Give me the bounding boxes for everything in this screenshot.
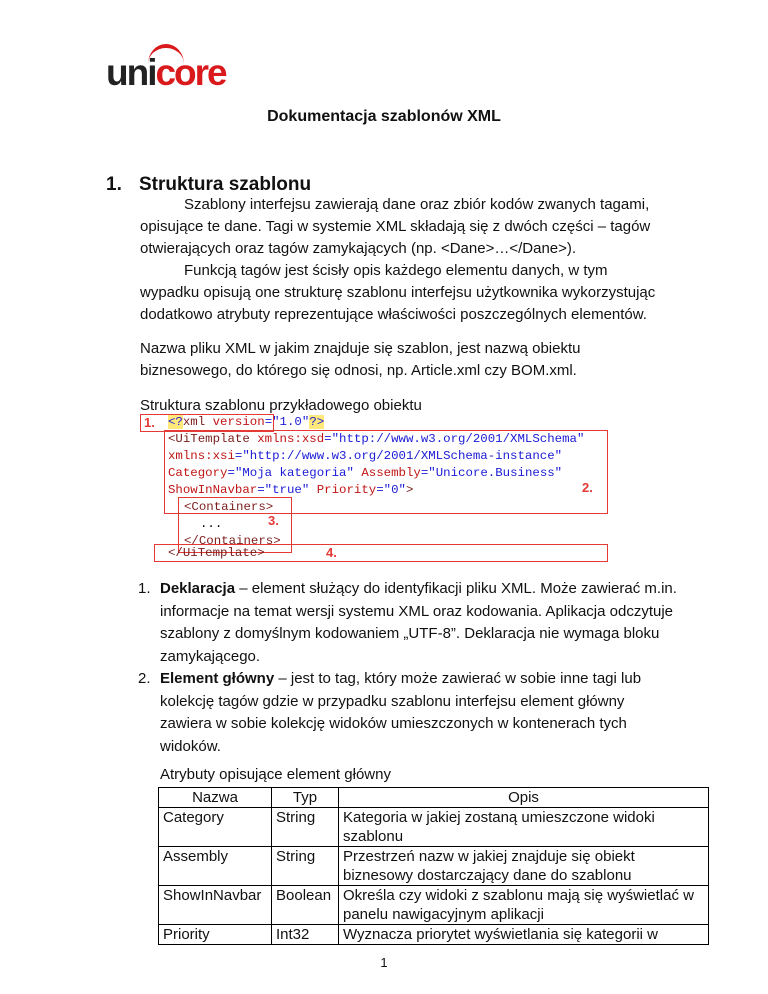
marker-3: 3. xyxy=(268,513,279,528)
code-line-2: <UiTemplate xmlns:xsd="http://www.w3.org/2001/XMLSchema" xyxy=(168,432,585,446)
attributes-table xyxy=(158,787,709,945)
code-line-3: xmlns:xsi="http://www.w3.org/2001/XMLSchema-instance" xyxy=(168,449,563,463)
section-title: Struktura szablonu xyxy=(139,174,312,195)
table-caption: Atrybuty opisujące element główny xyxy=(160,766,391,783)
numbered-list xyxy=(138,578,678,758)
example-caption: Struktura szablonu przykładowego obiektu xyxy=(140,397,422,414)
logo-wordmark: unicore xyxy=(106,52,226,93)
unicore-logo xyxy=(106,52,240,92)
table-row: Priority Int32 Wyznacza priorytet wyświetlania się kategorii w xyxy=(159,925,709,945)
header-cell: Nazwa xyxy=(159,788,272,808)
list-item: 2. Element główny – jest to tag, który może zawierać w sobie inne tagi lub kolekcję tagów gdzie w przypadku szablonu interfejsu element główny zawiera w sobie kolekcję widoków umieszczonych w kontenerach tych widoków. xyxy=(138,670,642,755)
marker-4: 4. xyxy=(326,545,337,560)
code-line-8: </Containers> xyxy=(184,534,281,548)
section-heading xyxy=(106,174,311,196)
code-line-7: ... xyxy=(200,517,223,531)
document-title: Dokumentacja szablonów XML xyxy=(267,108,501,125)
header-cell: Typ xyxy=(272,788,339,808)
table-row: ShowInNavbar Boolean Określa czy widoki z szablonu mają się wyświetlać w panelu nawigacyjnym aplikacji xyxy=(159,886,709,925)
marker-2: 2. xyxy=(582,480,593,495)
table-row: Assembly String Przestrzeń nazw w jakiej znajduje się obiekt biznesowy dostarczający dane do szablonu xyxy=(159,847,709,886)
list-item: 1. Deklaracja – element służący do identyfikacji pliku XML. Może zawierać m.in. informacje na temat wersji systemu XML oraz kodowania. Aplikacja odczytuje szablony z domyślnym kodowaniem „UTF-8”. Deklaracja nie wymaga bloku zamykającego. xyxy=(138,580,677,665)
table-row: Category String Kategoria w jakiej zostaną umieszczone widoki szablonu xyxy=(159,808,709,847)
code-line-1: <?xml version="1.0"?> xyxy=(168,415,325,429)
section-number: 1. xyxy=(106,174,122,195)
code-line-6: <Containers> xyxy=(184,500,274,514)
paragraph-tags: Funkcją tagów jest ścisły opis każdego elementu danych, w tym wypadku opisują one strukturę szablonu interfejsu użytkownika wykorzystując dodatkowo atrybuty reprezentujące właściwości poszczególnych elementów. xyxy=(140,262,656,323)
code-line-5: ShowInNavbar="true" Priority="0"> xyxy=(168,483,414,497)
header-cell: Opis xyxy=(339,788,709,808)
marker-1: 1. xyxy=(144,415,155,430)
logo-arc-icon xyxy=(148,44,184,64)
paragraph-filename: Nazwa pliku XML w jakim znajduje się szablon, jest nazwą obiektu biznesowego, do którego się odnosi, np. Article.xml czy BOM.xml. xyxy=(140,340,581,379)
code-line-9: </UiTemplate> xyxy=(168,546,265,560)
xml-code-example xyxy=(140,414,610,562)
table-header-row xyxy=(159,788,709,808)
page-number: 1 xyxy=(380,955,388,970)
code-line-4: Category="Moja kategoria" Assembly="Unicore.Business" xyxy=(168,466,563,480)
paragraph-intro: Szablony interfejsu zawierają dane oraz zbiór kodów zwanych tagami, opisujące te dane. Tagi w systemie XML składają się z dwóch części – tagów otwierających oraz tagów zamykających (np. <Dane>…</Dane>). xyxy=(140,196,651,257)
